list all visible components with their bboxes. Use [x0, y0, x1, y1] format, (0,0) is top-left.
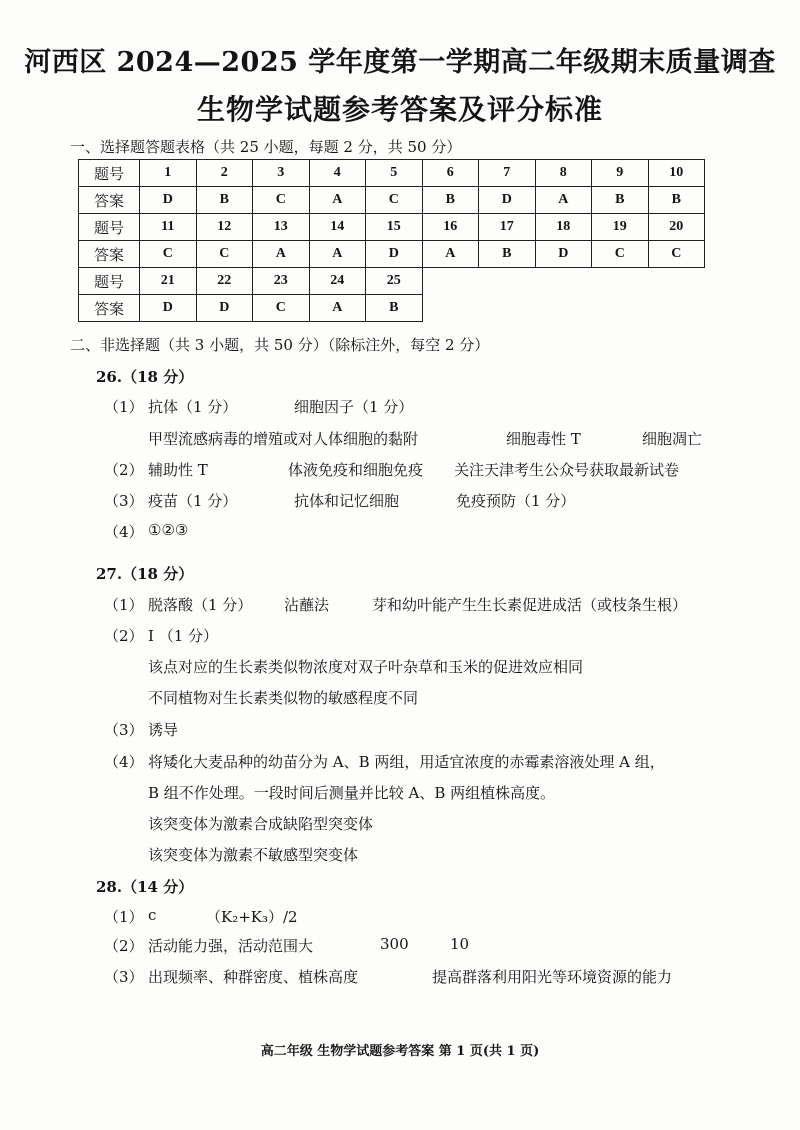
row-label: 题号 — [79, 160, 140, 187]
answer-cell: A — [535, 187, 592, 214]
answer-cell: A — [309, 295, 366, 322]
q27-answer: 诱导 — [148, 721, 179, 739]
q28-answer: 提高群落利用阳光等环境资源的能力 — [432, 968, 673, 986]
question-number: 4 — [309, 160, 366, 187]
question-number: 20 — [648, 214, 705, 241]
question-number: 12 — [196, 214, 253, 241]
answer-cell: D — [366, 241, 423, 268]
answer-cell: C — [648, 241, 705, 268]
question-number: 1 — [140, 160, 197, 187]
table-row — [79, 268, 705, 295]
answer-cell: A — [309, 241, 366, 268]
section2-heading: 二、非选择题（共 3 小题，共 50 分）（除标注外，每空 2 分） — [70, 336, 490, 354]
q28-part1-number: （1） — [104, 908, 144, 926]
question-number: 8 — [535, 160, 592, 187]
q28-answer: 10 — [450, 935, 470, 953]
q26-part1-number: （1） — [104, 398, 144, 416]
q28-answer: 出现频率、种群密度、植株高度 — [148, 968, 359, 986]
q26-part4-number: （4） — [104, 523, 144, 541]
q27-title: 27.（18 分） — [96, 565, 194, 583]
table-row — [79, 160, 705, 187]
watermark-text: 关注天津考生公众号获取最新试卷 — [454, 461, 680, 479]
q27-answer: 芽和幼叶能产生生长素促进成活（或枝条生根） — [372, 596, 688, 614]
question-number: 7 — [479, 160, 536, 187]
answer-cell: D — [479, 187, 536, 214]
answer-table — [78, 159, 705, 322]
answer-cell: B — [366, 295, 423, 322]
question-number: 3 — [253, 160, 310, 187]
q27-answer: 脱落酸（1 分） — [148, 596, 253, 614]
q26-part3-number: （3） — [104, 492, 144, 510]
question-number: 21 — [140, 268, 197, 295]
q26-answer: 体液免疫和细胞免疫 — [288, 461, 424, 479]
question-number: 2 — [196, 160, 253, 187]
q28-answer: 300 — [380, 935, 409, 953]
q27-answer: I （1 分） — [148, 627, 219, 645]
q26-title: 26.（18 分） — [96, 368, 194, 386]
q26-answer: 抗体和记忆细胞 — [294, 492, 400, 510]
answer-cell: B — [196, 187, 253, 214]
q26-answer: 细胞毒性 T — [506, 430, 581, 448]
q26-answer: 细胞凋亡 — [642, 430, 703, 448]
q26-answer: 免疫预防（1 分） — [456, 492, 576, 510]
answer-cell: B — [592, 187, 649, 214]
q27-answer: 该突变体为激素不敏感型突变体 — [148, 846, 359, 864]
question-number: 19 — [592, 214, 649, 241]
answer-cell: D — [140, 295, 197, 322]
question-number: 17 — [479, 214, 536, 241]
row-label: 答案 — [79, 187, 140, 214]
q27-answer: 不同植物对生长素类似物的敏感程度不同 — [148, 689, 419, 707]
document-subtitle: 生物学试题参考答案及评分标准 — [196, 93, 603, 126]
q26-part2-number: （2） — [104, 461, 144, 479]
q28-part3-number: （3） — [104, 968, 144, 986]
q26-answer: 甲型流感病毒的增殖或对人体细胞的黏附 — [148, 430, 419, 448]
answer-cell: A — [422, 241, 479, 268]
answer-cell: B — [648, 187, 705, 214]
empty-cell — [422, 268, 705, 295]
row-label: 答案 — [79, 295, 140, 322]
question-number: 5 — [366, 160, 423, 187]
question-number: 10 — [648, 160, 705, 187]
answer-cell: C — [196, 241, 253, 268]
table-row — [79, 187, 705, 214]
q26-answer: 辅助性 T — [148, 461, 208, 479]
q28-answer: 活动能力强，活动范围大 — [148, 937, 314, 955]
q27-part2-number: （2） — [104, 627, 144, 645]
question-number: 25 — [366, 268, 423, 295]
q27-answer: B 组不作处理。一段时间后测量并比较 A、B 两组植株高度。 — [148, 784, 556, 802]
answer-cell: C — [592, 241, 649, 268]
q26-answer: 细胞因子（1 分） — [294, 398, 414, 416]
question-number: 9 — [592, 160, 649, 187]
page-footer: 高二年级 生物学试题参考答案 第 1 页(共 1 页) — [260, 1044, 540, 1059]
q26-answer: 抗体（1 分） — [148, 398, 238, 416]
answer-cell: C — [253, 295, 310, 322]
table-row — [79, 295, 705, 322]
answer-cell: C — [253, 187, 310, 214]
row-label: 题号 — [79, 268, 140, 295]
answer-cell: A — [309, 187, 366, 214]
row-label: 题号 — [79, 214, 140, 241]
q27-answer: 该点对应的生长素类似物浓度对双子叶杂草和玉米的促进效应相同 — [148, 658, 584, 676]
question-number: 23 — [253, 268, 310, 295]
q28-answer: （K₂+K₃）/2 — [206, 908, 298, 926]
q26-answer: ①②③ — [148, 521, 189, 539]
table-row — [79, 214, 705, 241]
empty-cell — [422, 295, 705, 322]
answer-cell: B — [479, 241, 536, 268]
section1-heading: 一、选择题答题表格（共 25 小题，每题 2 分，共 50 分） — [70, 138, 462, 156]
answer-cell: C — [366, 187, 423, 214]
answer-cell: C — [140, 241, 197, 268]
answer-cell: D — [535, 241, 592, 268]
question-number: 18 — [535, 214, 592, 241]
q27-answer: 该突变体为激素合成缺陷型突变体 — [148, 815, 374, 833]
q28-answer: c — [148, 906, 157, 924]
q27-answer: 沾蘸法 — [284, 596, 330, 614]
table-row — [79, 241, 705, 268]
q28-title: 28.（14 分） — [96, 878, 194, 896]
q27-part3-number: （3） — [104, 721, 144, 739]
answer-cell: D — [196, 295, 253, 322]
answer-cell: D — [140, 187, 197, 214]
q27-part4-number: （4） — [104, 753, 144, 771]
row-label: 答案 — [79, 241, 140, 268]
q26-answer: 疫苗（1 分） — [148, 492, 238, 510]
question-number: 24 — [309, 268, 366, 295]
answer-cell: A — [253, 241, 310, 268]
question-number: 6 — [422, 160, 479, 187]
question-number: 16 — [422, 214, 479, 241]
question-number: 14 — [309, 214, 366, 241]
document-title: 河西区 2024—2025 学年度第一学期高二年级期末质量调查 — [24, 47, 776, 78]
answer-cell: B — [422, 187, 479, 214]
question-number: 11 — [140, 214, 197, 241]
question-number: 22 — [196, 268, 253, 295]
q27-part1-number: （1） — [104, 596, 144, 614]
question-number: 13 — [253, 214, 310, 241]
question-number: 15 — [366, 214, 423, 241]
q28-part2-number: （2） — [104, 937, 144, 955]
q27-answer: 将矮化大麦品种的幼苗分为 A、B 两组，用适宜浓度的赤霉素溶液处理 A 组， — [148, 753, 665, 771]
